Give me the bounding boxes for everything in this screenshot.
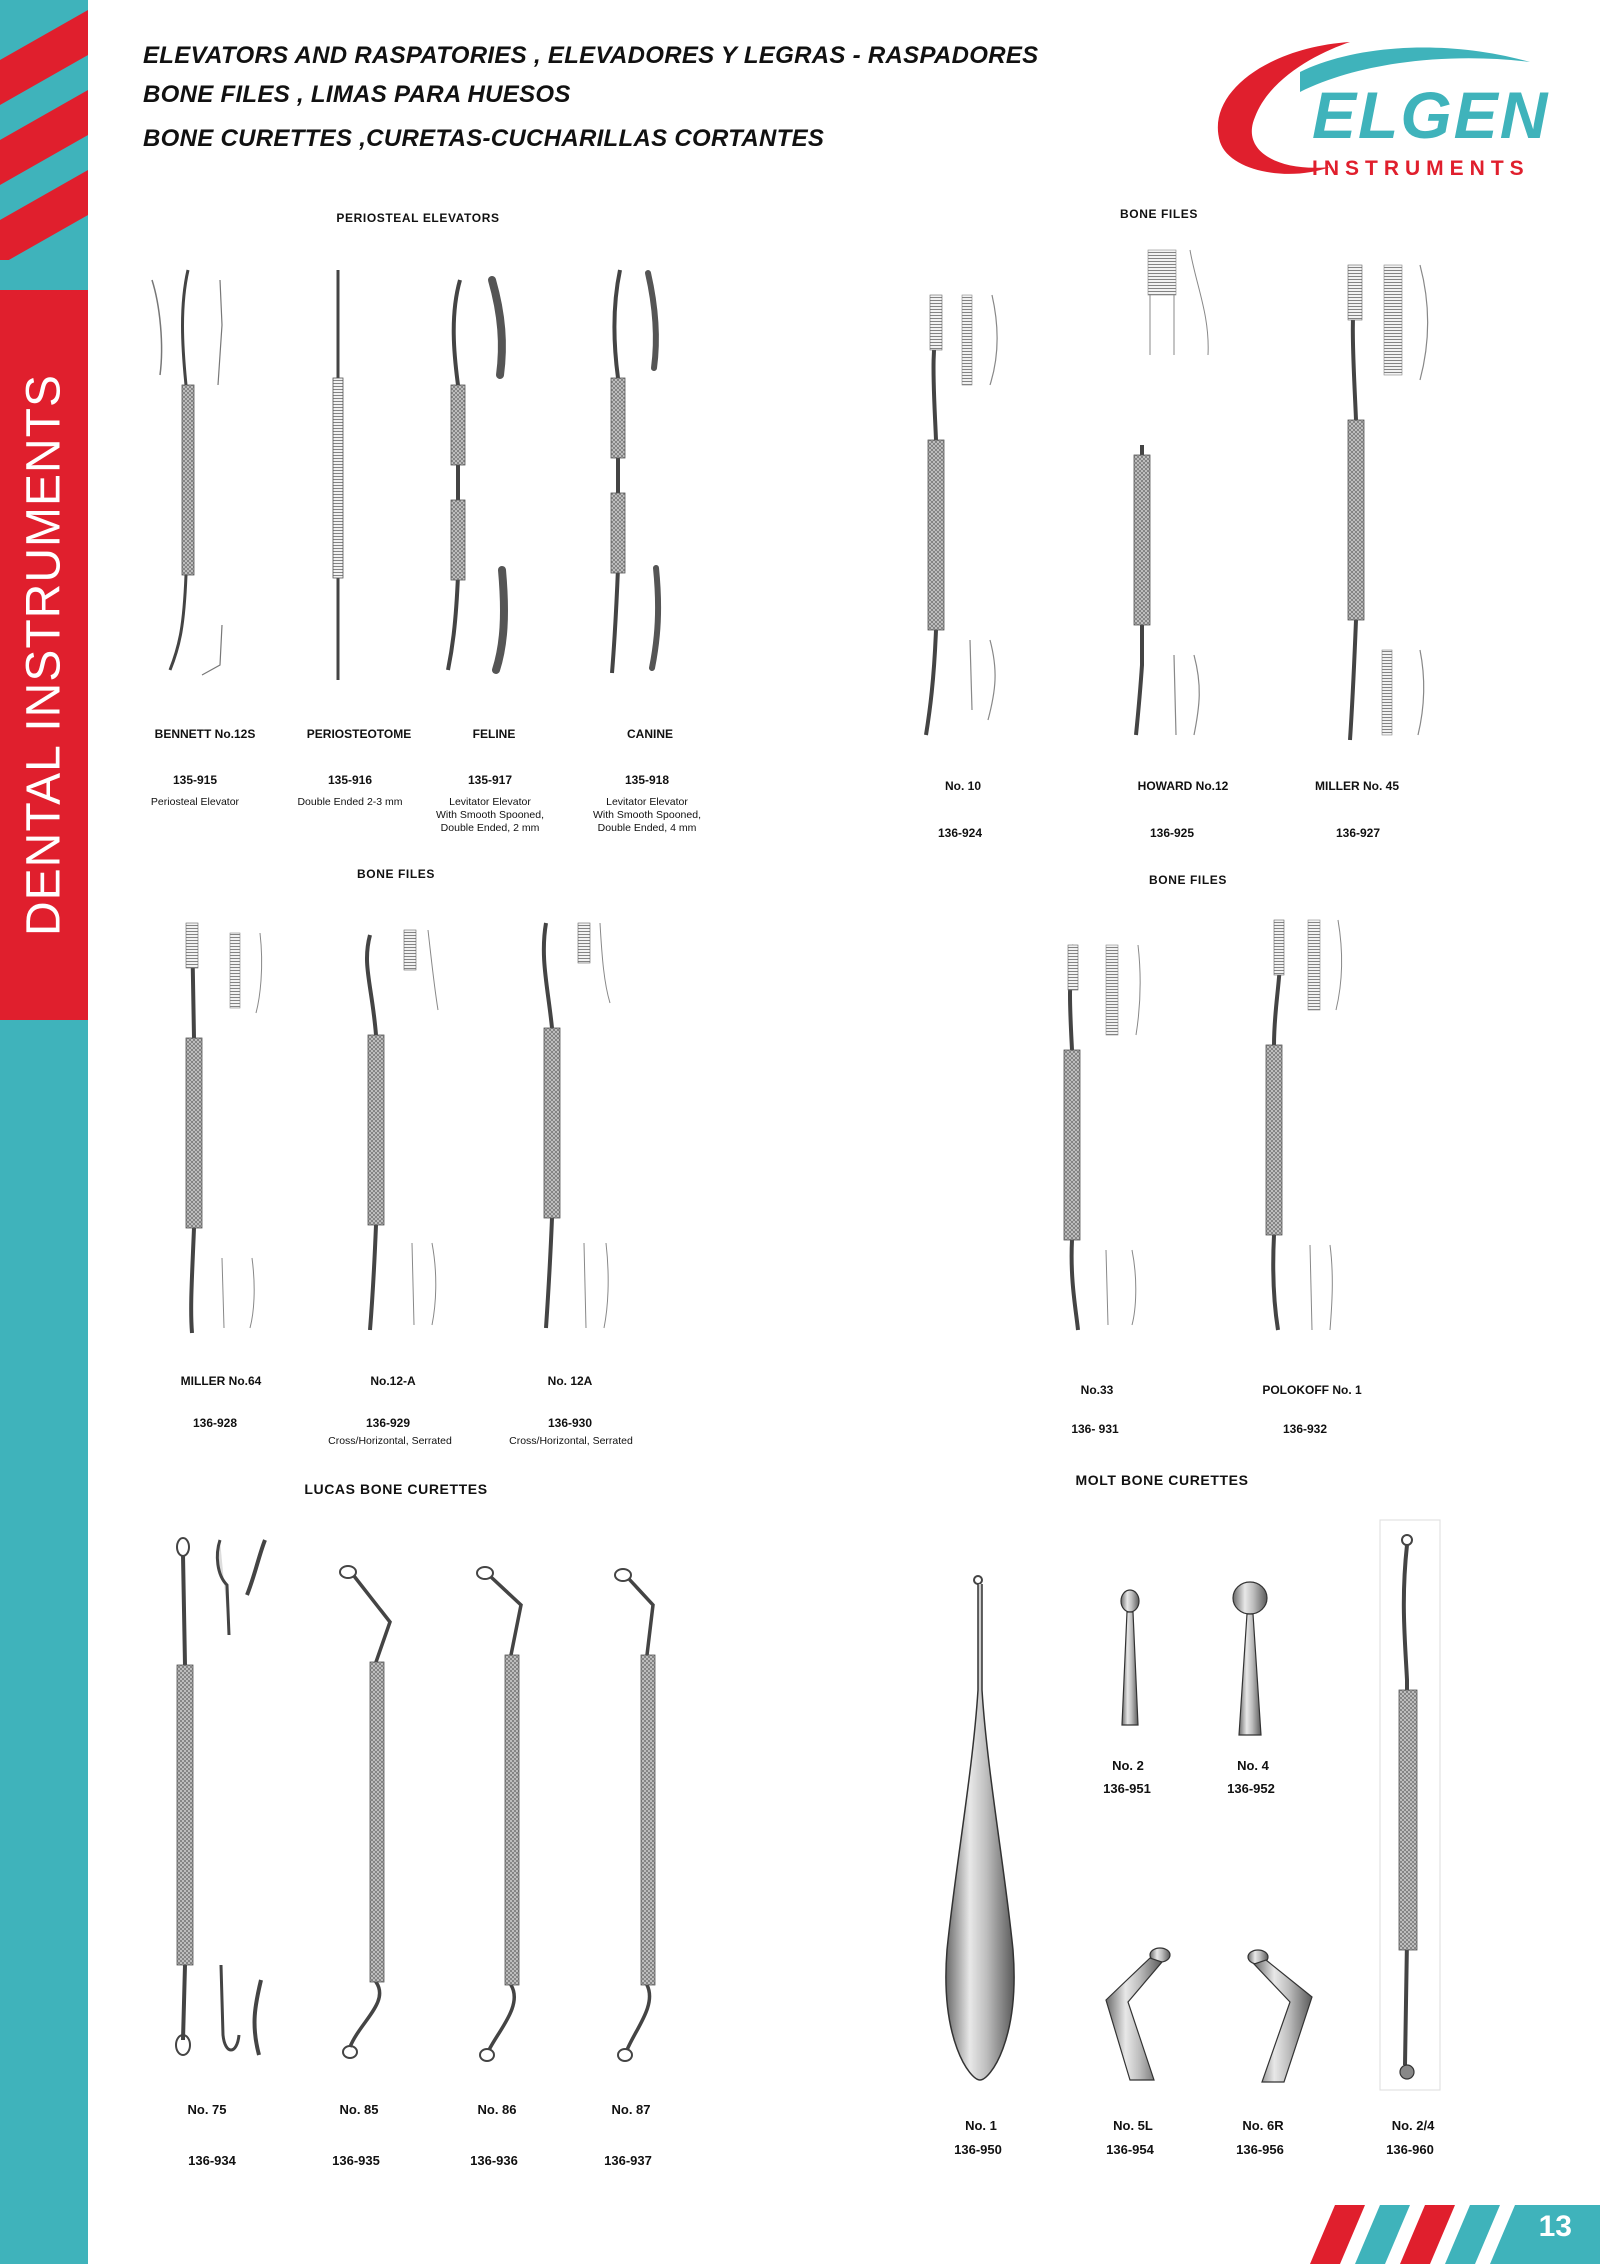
logo (1200, 22, 1550, 192)
instrument-lucas-75 (155, 1535, 275, 2065)
item-code: 136-936 (470, 2153, 518, 2168)
item-code: 136-932 (1282, 1422, 1328, 1436)
item-name: BENNETT No.12S (154, 727, 256, 741)
item-name: MILLER No. 45 (1314, 779, 1400, 793)
page-number: 13 (1538, 2210, 1572, 2243)
instrument-molt-5l (1100, 1940, 1180, 2090)
item-code: 136-951 (1103, 1781, 1151, 1796)
instrument-molt-2 (1110, 1585, 1150, 1730)
item-name: MILLER No.64 (180, 1374, 262, 1388)
item-name: No. 86 (477, 2102, 517, 2117)
item-name: PERIOSTEOTOME (306, 727, 412, 741)
item-code: 136-954 (1106, 2142, 1154, 2157)
item-name: No. 85 (339, 2102, 379, 2117)
section-bone-files-mid-left: BONE FILES (356, 867, 436, 881)
section-lucas-bone-curettes: LUCAS BONE CURETTES (304, 1481, 488, 1497)
header-line-3: BONE CURETTES ,CURETAS-CUCHARILLAS CORTANTES (143, 125, 825, 152)
item-name: No.33 (1080, 1383, 1114, 1397)
instrument-lucas-85 (330, 1562, 410, 2062)
item-desc: Levitator Elevator With Smooth Spooned, Double Ended, 4 mm (593, 796, 701, 834)
item-code: 135-917 (467, 773, 513, 787)
item-code: 136-960 (1386, 2142, 1434, 2157)
item-code: 136-937 (604, 2153, 652, 2168)
item-code: 136-924 (937, 826, 983, 840)
logo-brand: ELGEN (1312, 78, 1550, 152)
item-desc: Levitator Elevator With Smooth Spooned, Double Ended, 2 mm (436, 796, 544, 834)
item-desc: Double Ended 2-3 mm (297, 796, 403, 808)
item-code: 136-929 (365, 1416, 411, 1430)
sidebar-band (0, 0, 88, 2264)
instrument-bone-file-polokoff (1250, 915, 1360, 1340)
instrument-lucas-87 (605, 1565, 685, 2065)
section-periosteal-elevators: PERIOSTEAL ELEVATORS (336, 211, 500, 225)
item-code: 136-925 (1149, 826, 1195, 840)
instrument-lucas-86 (465, 1565, 545, 2065)
item-code: 136-928 (192, 1416, 238, 1430)
item-code: 135-918 (624, 773, 670, 787)
instrument-bone-file-12a-b (530, 918, 640, 1338)
instrument-bone-file-howard (1110, 245, 1230, 745)
item-name: FELINE (472, 727, 516, 741)
instrument-bone-file-no10 (900, 290, 1020, 750)
logo-tagline: INSTRUMENTS (1312, 157, 1530, 180)
item-name: No. 2 (1112, 1758, 1144, 1773)
item-name: No. 5L (1113, 2118, 1153, 2133)
item-name: No. 2/4 (1391, 2118, 1435, 2133)
item-name: No. 87 (611, 2102, 651, 2117)
item-code: 135-915 (172, 773, 218, 787)
item-code: 136-950 (954, 2142, 1002, 2157)
item-code: 136-952 (1227, 1781, 1275, 1796)
instrument-bone-file-12a (352, 925, 462, 1340)
item-desc: Periosteal Elevator (150, 796, 240, 808)
instrument-molt-4 (1225, 1580, 1275, 1740)
section-bone-files-top: BONE FILES (1119, 207, 1199, 221)
sidebar-stripes (0, 0, 88, 260)
instrument-canine (598, 268, 678, 678)
item-name: HOWARD No.12 (1137, 779, 1229, 793)
item-name: No. 75 (187, 2102, 227, 2117)
instrument-bone-file-miller-45 (1320, 260, 1450, 750)
item-code: 136-927 (1335, 826, 1381, 840)
item-code: 136- 931 (1071, 1422, 1119, 1436)
item-name: No. 12A (547, 1374, 593, 1388)
instrument-periosteotome (318, 268, 358, 683)
instrument-bone-file-miller-64 (160, 918, 270, 1338)
header-line-1: ELEVATORS AND RASPATORIES , ELEVADORES Y LEGRAS - RASPADORES (143, 42, 1039, 69)
instrument-feline (430, 275, 520, 675)
instrument-molt-1 (925, 1570, 1035, 2090)
instrument-molt-6r (1240, 1942, 1320, 2092)
item-name: No.12-A (370, 1374, 416, 1388)
item-name: No. 1 (965, 2118, 997, 2133)
item-code: 136-956 (1236, 2142, 1284, 2157)
instrument-bennett (140, 265, 240, 685)
section-bone-files-mid-right: BONE FILES (1148, 873, 1228, 887)
item-name: No. 10 (944, 779, 982, 793)
item-name: POLOKOFF No. 1 (1262, 1383, 1362, 1397)
header-line-2: BONE FILES , LIMAS PARA HUESOS (143, 81, 571, 108)
item-name: No. 4 (1237, 1758, 1269, 1773)
item-name: CANINE (626, 727, 674, 741)
item-code: 136-934 (188, 2153, 236, 2168)
item-name: No. 6R (1242, 2118, 1284, 2133)
item-desc: Cross/Horizontal, Serrated (328, 1435, 452, 1447)
item-code: 135-916 (327, 773, 373, 787)
item-desc: Cross/Horizontal, Serrated (509, 1435, 633, 1447)
sidebar-label: DENTAL INSTRUMENTS (17, 373, 71, 937)
item-code: 136-930 (547, 1416, 593, 1430)
instrument-bone-file-no33 (1050, 940, 1160, 1340)
section-molt-bone-curettes: MOLT BONE CURETTES (1075, 1472, 1249, 1488)
instrument-molt-2-4 (1375, 1520, 1445, 2090)
item-code: 136-935 (332, 2153, 380, 2168)
